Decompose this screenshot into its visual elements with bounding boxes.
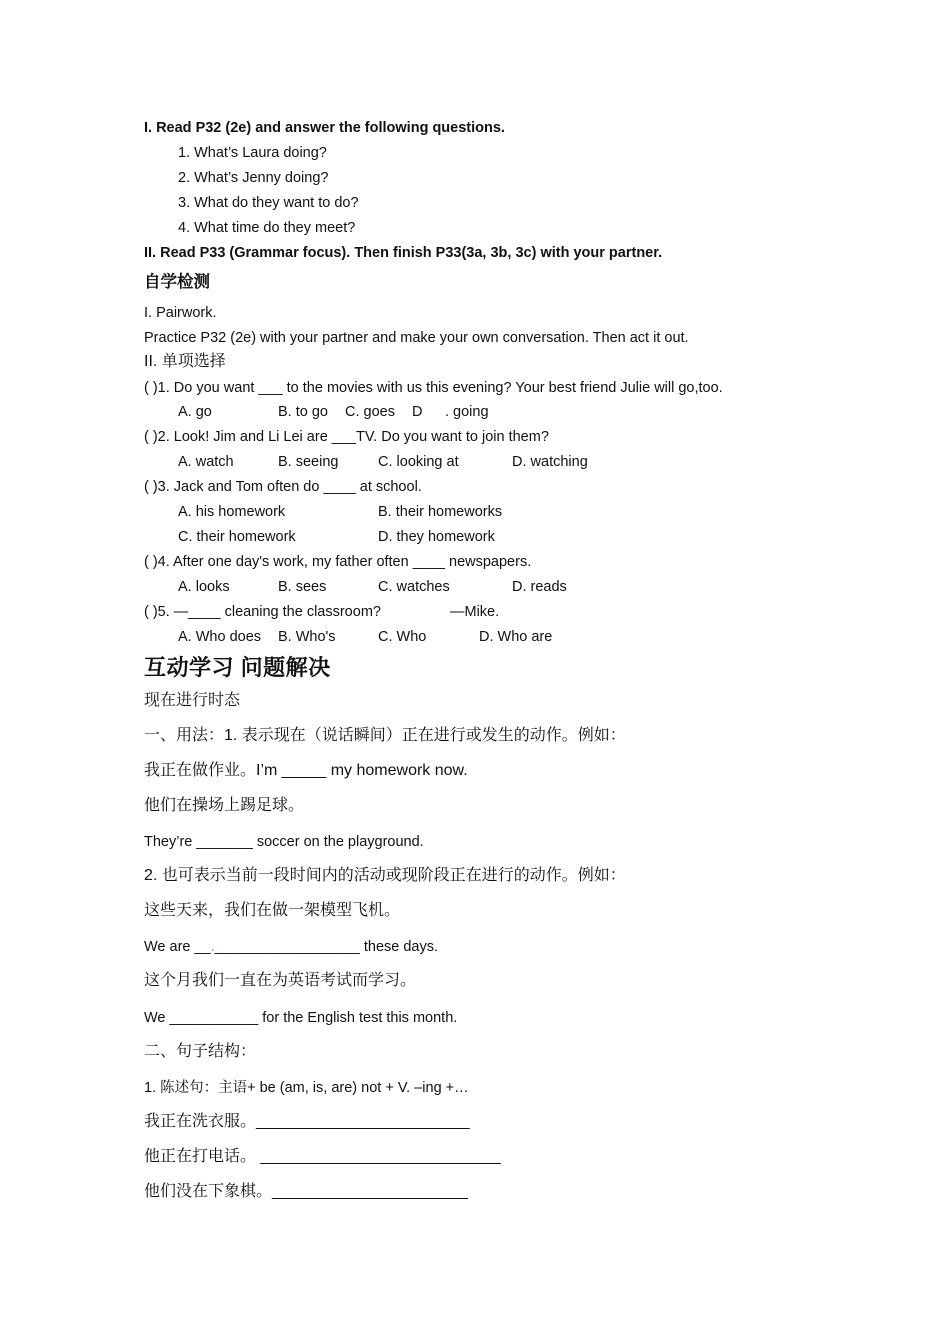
mc-question-2: ( )2. Look! Jim and Li Lei are ___TV. Do you want to join them? — [144, 429, 549, 445]
question-item: 2. What’s Jenny doing? — [178, 170, 329, 186]
example-4-cn: 这个月我们一直在为英语考试而学习。 — [144, 972, 417, 989]
mc-title: II. 单项选择 — [144, 353, 226, 370]
question-item: 3. What do they want to do? — [178, 195, 359, 211]
mc-option: D. they homework — [378, 529, 495, 545]
mc-question-3: ( )3. Jack and Tom often do ____ at school. — [144, 479, 422, 495]
mc-option: D — [412, 404, 423, 420]
example-2-en: They’re _______ soccer on the playground. — [144, 834, 424, 850]
mc-option: D. Who are — [479, 629, 553, 645]
interactive-title: 互动学习 问题解决 — [144, 655, 331, 680]
mc-option: C. watches — [378, 579, 450, 595]
mc-option: A. watch — [178, 454, 234, 470]
mc-option: C. goes — [345, 404, 395, 420]
pairwork-text: Practice P32 (2e) with your partner and make your own conversation. Then act it out. — [144, 330, 689, 346]
mc-option: C. their homework — [178, 529, 296, 545]
topic-label: 现在进行时态 — [144, 692, 241, 709]
structure-heading: 二、句子结构： — [144, 1043, 257, 1060]
example-4-en: We ___________ for the English test this month. — [144, 1010, 458, 1026]
mc-option: D. reads — [512, 579, 567, 595]
mc-option: B. to go — [278, 404, 328, 420]
mc-option: B. sees — [278, 579, 327, 595]
section2-heading: II. Read P33 (Grammar focus). Then finish P33(3a, 3b, 3c) with your partner. — [144, 245, 663, 261]
example-1: 我正在做作业。I’m _____ my homework now. — [144, 762, 468, 779]
mc-option: A. looks — [178, 579, 230, 595]
self-check-title: 自学检测 — [144, 273, 210, 291]
pairwork-label: I. Pairwork. — [144, 305, 217, 321]
mc-option: A. Who does — [178, 629, 262, 645]
drill-1: 我正在洗衣服。________________________ — [144, 1113, 470, 1130]
example-3-cn: 这些天来，我们在做一架模型飞机。 — [144, 902, 401, 919]
drill-2: 他正在打电话。 ___________________________ — [144, 1148, 501, 1165]
example-2-cn: 他们在操场上踢足球。 — [144, 797, 305, 814]
mc-question-1: ( )1. Do you want ___ to the movies with us this evening? Your best friend Julie will go,too. — [144, 380, 723, 396]
mc-question-4: ( )4. After one day's work, my father often ____ newspapers. — [144, 554, 532, 570]
section1-heading: I. Read P32 (2e) and answer the following questions. — [144, 120, 505, 136]
mc-option: B. their homeworks — [378, 504, 503, 520]
mc-option: C. looking at — [378, 454, 459, 470]
mc-option: C. Who — [378, 629, 427, 645]
example-3-en: We are __.__________________ these days. — [144, 939, 439, 955]
mc-option: A. his homework — [178, 504, 286, 520]
usage-heading: 一、用法：1. 表示现在（说话瞬间）正在进行或发生的动作。例如： — [144, 727, 626, 744]
mc-option: A. go — [178, 404, 212, 420]
usage-2: 2. 也可表示当前一段时间内的活动或现阶段正在进行的动作。例如： — [144, 867, 626, 884]
question-item: 4. What time do they meet? — [178, 220, 356, 236]
structure-1: 1. 陈述句：主语+ be (am, is, are) not + V. –ing +… — [144, 1080, 469, 1096]
question-item: 1. What’s Laura doing? — [178, 145, 327, 161]
mc-question-5: ( )5. —____ cleaning the classroom? — [144, 604, 381, 620]
mc-option: B. seeing — [278, 454, 339, 470]
mc-option: D. watching — [512, 454, 588, 470]
mc-option: . going — [445, 404, 489, 420]
mc-question-5-reply: —Mike. — [450, 604, 500, 620]
mc-option: B. Who's — [278, 629, 336, 645]
drill-3: 他们没在下象棋。______________________ — [144, 1183, 468, 1200]
